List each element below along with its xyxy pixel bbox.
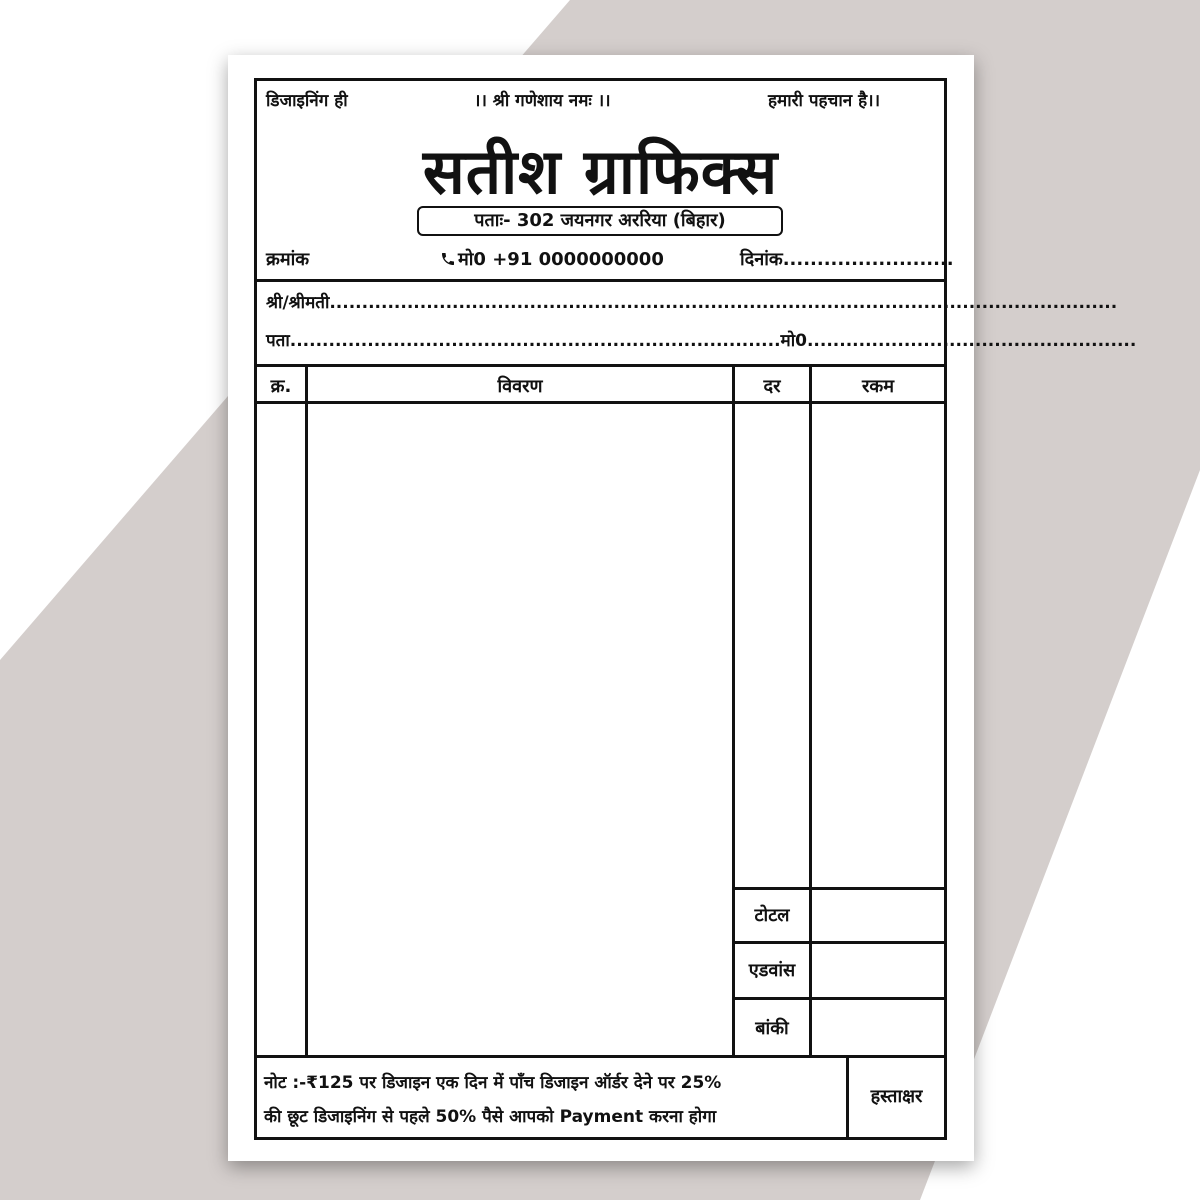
note-line-2: की छूट डिजाइनिंग से पहले 50% पैसे आपको Payment करना होगा [264,1107,717,1127]
col-header-serial: क्र. [270,376,292,397]
advance-label: एडवांस [748,960,796,981]
total-divider [732,941,947,944]
bill-frame [254,78,1137,1140]
right-tagline: हमारी पहचान है।। [768,91,881,111]
address-box [417,206,783,236]
totals-top-divider [732,887,947,890]
customer-divider [254,364,947,367]
total-label: टोटल [754,905,790,926]
col-divider-description [732,367,735,1056]
phone-line [440,247,664,271]
customer-name-field: श्री/श्रीमती.......................................................................................................................... [266,293,1118,313]
company-name: सतीश ग्राफिक्स [422,135,779,208]
col-header-rate: दर [763,376,781,397]
advance-divider [732,997,947,1000]
signature-label: हस्ताक्षर [870,1086,923,1107]
left-tagline: डिजाइनिंग ही [266,91,348,111]
serial-label: क्रमांक [266,249,310,270]
phone-number: मो0 +91 0000000000 [458,249,664,270]
col-divider-rate [809,367,812,1056]
col-divider-serial [305,367,308,1056]
note-line-1: नोट :-₹125 पर डिजाइन एक दिन में पाँच डिजाइन ऑर्डर देने पर 25% [264,1073,722,1093]
header-divider [254,279,947,282]
table-header-divider [254,401,947,404]
company-address: पताः- 302 जयनगर अररिया (बिहार) [474,210,726,231]
col-header-description: विवरण [497,376,543,397]
footer-divider [254,1055,947,1058]
balance-label: बांकी [755,1018,789,1039]
customer-address-field: पता............................................................................मो0................................................... [266,331,1137,351]
phone-icon [440,251,456,267]
invocation: ।। श्री गणेशाय नमः ।। [474,91,611,111]
date-field: दिनांक......................... [740,249,954,270]
col-header-amount: रकम [862,376,894,397]
